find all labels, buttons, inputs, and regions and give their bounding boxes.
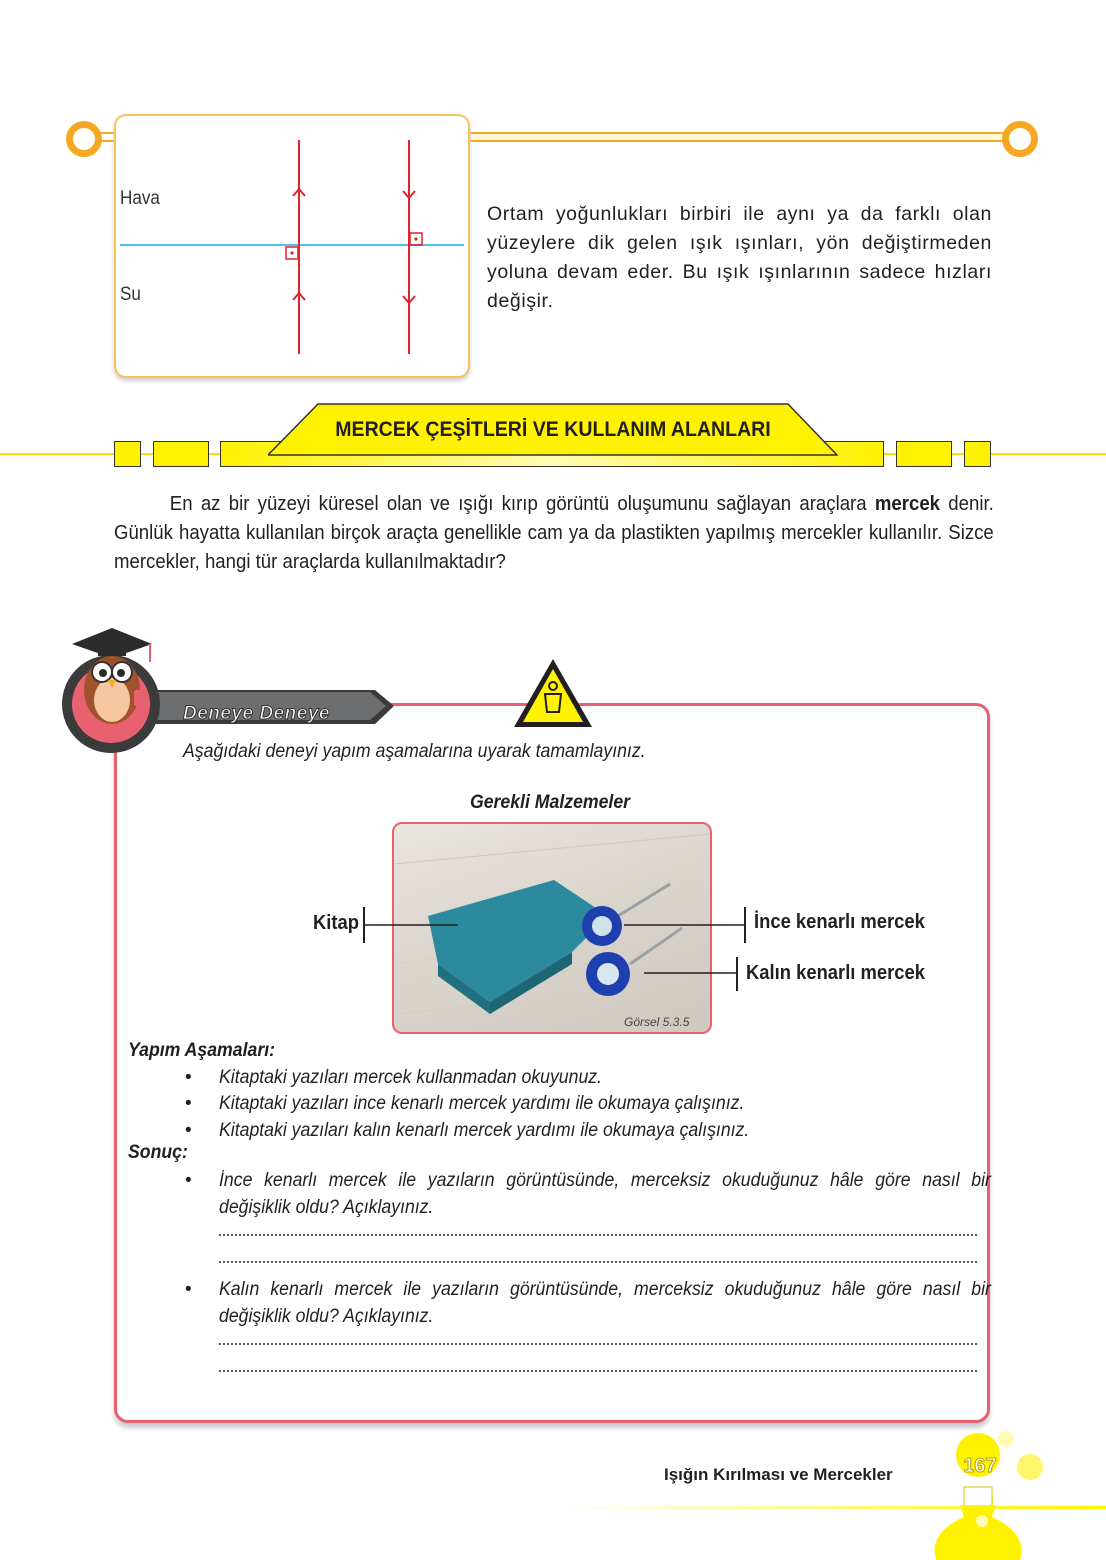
owl-mascot-icon: [64, 620, 160, 732]
header-rule-right: [468, 132, 1008, 142]
materials-title: Gerekli Malzemeler: [469, 792, 631, 813]
label-water: Su: [120, 284, 141, 305]
refraction-figure: [114, 114, 470, 378]
result-title: Sonuç:: [128, 1142, 188, 1163]
answer-line[interactable]: [219, 1368, 977, 1372]
callout-book: Kitap: [313, 912, 359, 934]
answer-line[interactable]: [219, 1232, 977, 1236]
section-block: [114, 441, 141, 467]
steps-title: Yapım Aşamaları:: [128, 1040, 275, 1061]
callout-lines: [362, 905, 752, 993]
section-block: [896, 441, 952, 467]
experiment-banner-title: Deneye Deneye: [183, 703, 330, 724]
body-text-end: denir. Günlük hayatta kullanılan birçok araçta genellikle cam ya da plastikten yapılmış mercekler kullanılır. Sizce mercekler, hangi tür araçlarda kullanılmaktadır?: [114, 493, 994, 573]
page-number: 167: [963, 1455, 997, 1477]
body-paragraph: [114, 490, 994, 577]
section-block: [153, 441, 209, 467]
refraction-diagram: [116, 116, 468, 376]
answer-line[interactable]: [219, 1259, 977, 1263]
callout-thin-lens: İnce kenarlı mercek: [754, 911, 925, 933]
footer-chapter-title: Işığın Kırılması ve Mercekler: [664, 1465, 893, 1484]
ring-ornament-right: [1002, 121, 1038, 157]
answer-line[interactable]: [219, 1341, 977, 1345]
section-title: MERCEK ÇEŞİTLERİ VE KULLANIM ALANLARI: [335, 418, 771, 441]
term-mercek: mercek: [874, 493, 941, 515]
flask-page-badge-icon: [920, 1425, 1060, 1560]
body-text-start: En az bir yüzeyi küresel olan ve ışığı kırıp görüntü oluşumunu sağlayan araçlara: [169, 493, 875, 515]
warning-sign-icon: [511, 656, 595, 730]
intro-paragraph: Ortam yoğunlukları birbiri ile aynı ya da farklı olan yüzeylere dik gelen ışık ışınları, yön değiştirmeden yoluna devam eder. Bu ışık ışınlarının sadece hızları değişir.: [487, 203, 992, 312]
section-block: [964, 441, 991, 467]
callout-thick-lens: Kalın kenarlı mercek: [746, 962, 925, 984]
figure-caption: Görsel 5.3.5: [624, 1015, 690, 1029]
experiment-instruction: Aşağıdaki deneyi yapım aşamalarına uyarak tamamlayınız.: [183, 741, 646, 762]
label-air: Hava: [120, 188, 160, 209]
ring-ornament-left: [66, 121, 102, 157]
